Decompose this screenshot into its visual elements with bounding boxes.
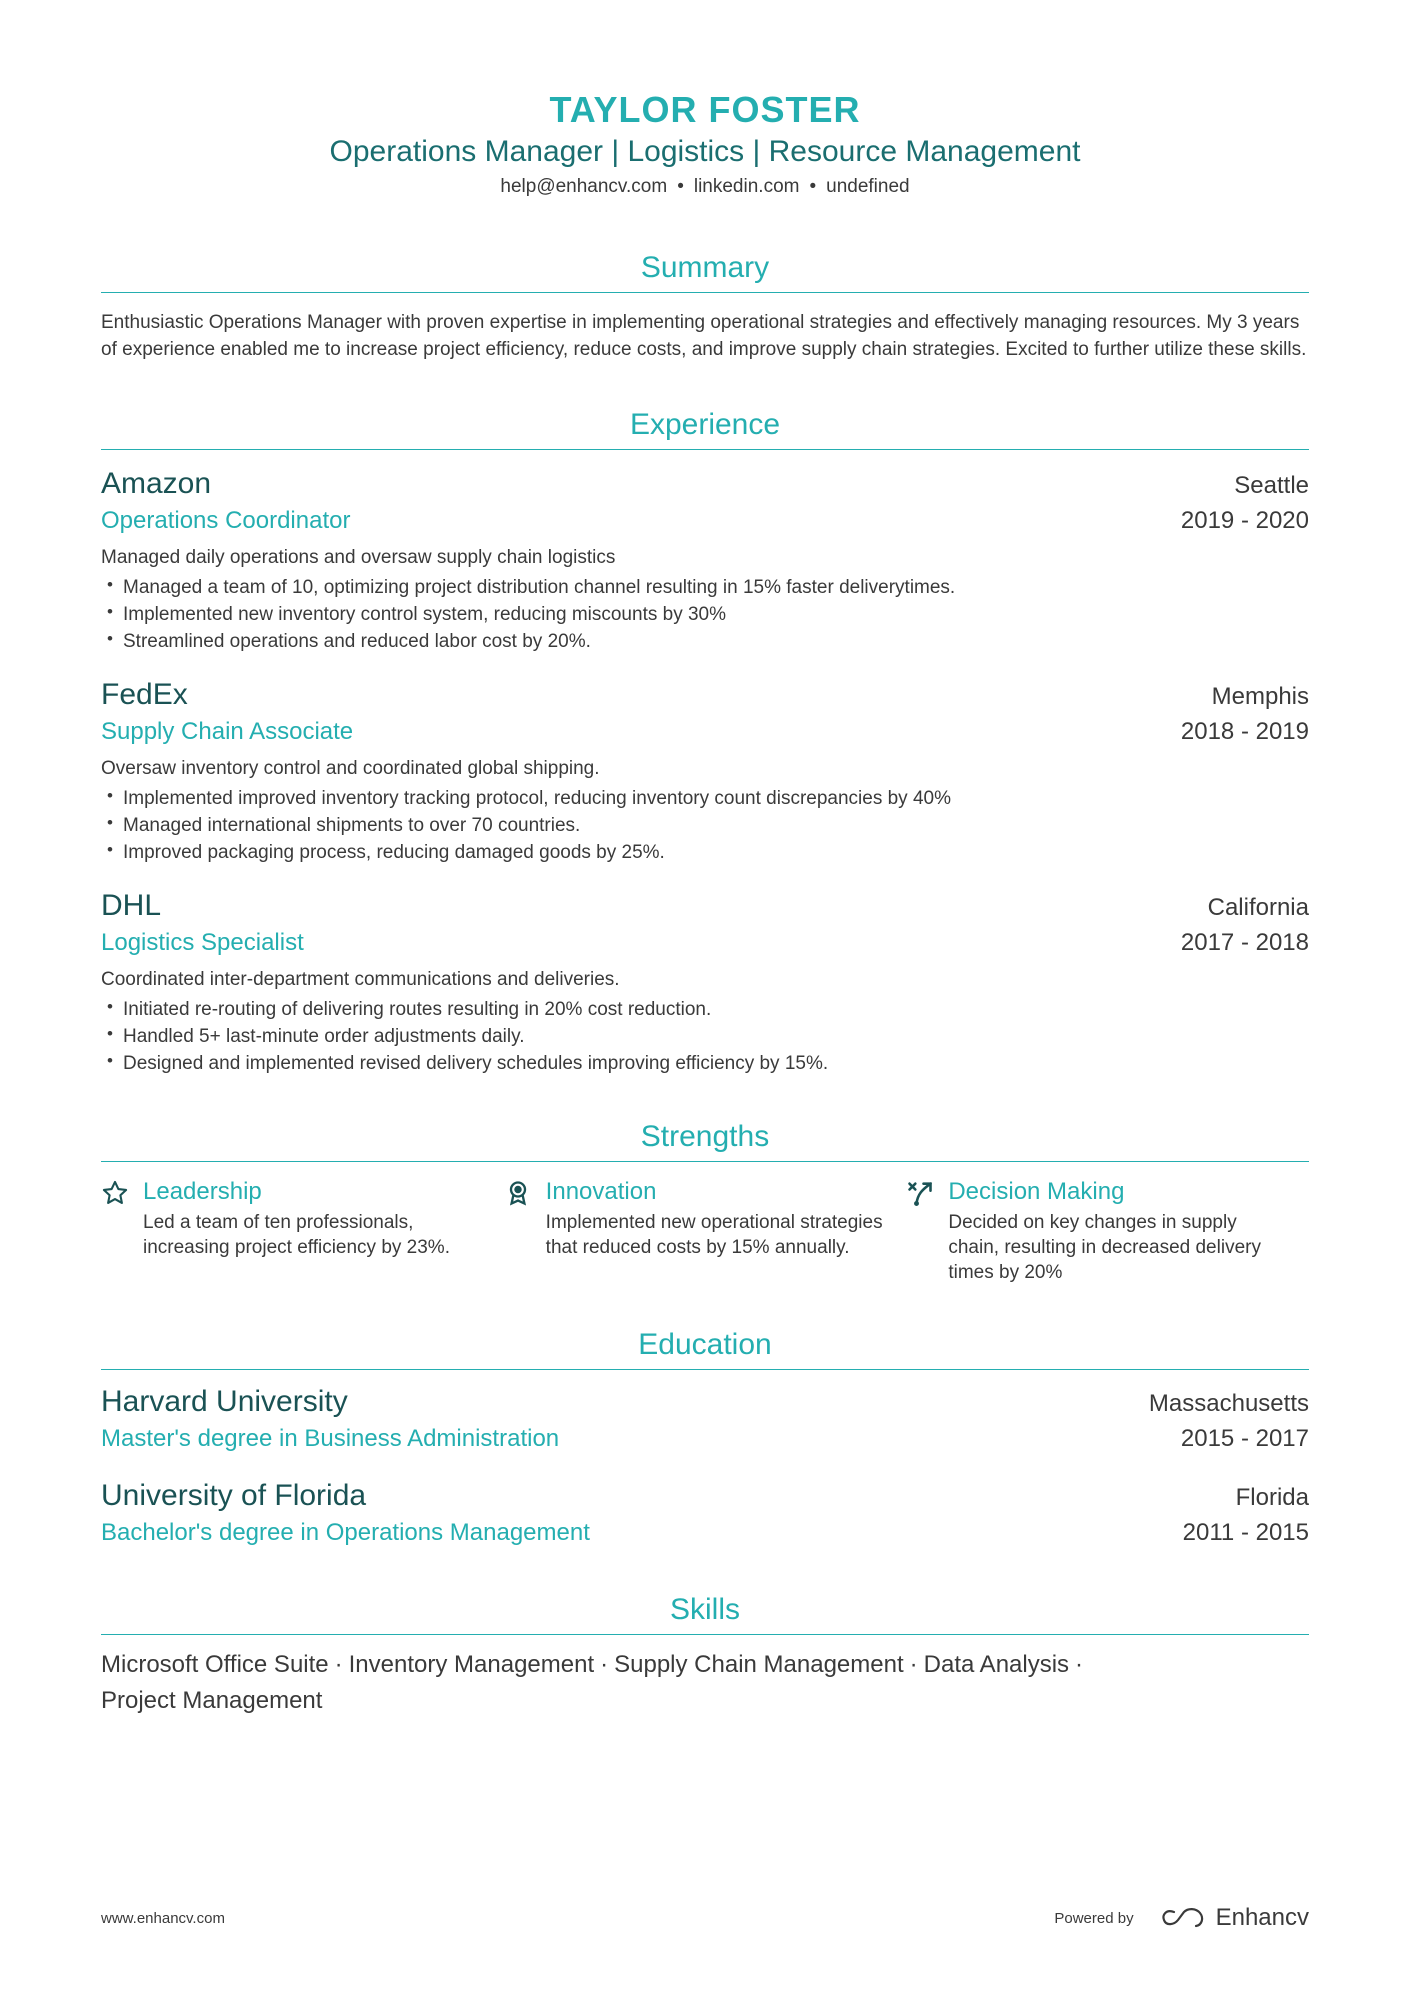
job-bullet: • Implemented improved inventory tracking protocol, reducing inventory count discrepancies by 40% (101, 785, 1309, 812)
school-dates: 2015 - 2017 (1180, 1425, 1309, 1452)
job-description: Oversaw inventory control and coordinated global shipping. (101, 758, 600, 779)
skill-item: Microsoft Office Suite (101, 1651, 329, 1678)
summary-section (101, 248, 1309, 363)
skills-heading: Skills (101, 1590, 1309, 1635)
skill-item: Project Management (101, 1687, 323, 1714)
candidate-name: TAYLOR FOSTER (549, 89, 861, 130)
school-location: Florida (1235, 1484, 1309, 1511)
strengths-section (101, 1117, 1309, 1285)
job-bullet: • Initiated re-routing of delivering routes resulting in 20% cost reduction. (101, 996, 1309, 1023)
contact-line: help@enhancv.com • linkedin.com • undefined (500, 176, 910, 197)
job-role: Logistics Specialist (101, 929, 304, 956)
job-entry (101, 464, 1309, 655)
contact-email[interactable]: help@enhancv.com (500, 176, 668, 197)
job-description: Managed daily operations and oversaw supply chain logistics (101, 547, 616, 568)
job-bullet: • Designed and implemented revised delivery schedules improving efficiency by 15%. (101, 1050, 1309, 1077)
school-degree: Bachelor's degree in Operations Management (101, 1519, 590, 1546)
job-dates: 2019 - 2020 (1180, 507, 1309, 534)
strength-item (504, 1176, 907, 1285)
strength-item (906, 1176, 1309, 1285)
contact-other: undefined (826, 176, 910, 197)
award-icon (504, 1179, 532, 1207)
strength-description: Led a team of ten professionals, increasing project efficiency by 23%. (143, 1212, 450, 1258)
job-location: California (1207, 894, 1309, 921)
school-name: Harvard University (101, 1385, 348, 1418)
footer-brand: Enhancv (1215, 1904, 1309, 1931)
strength-title: Leadership (143, 1178, 262, 1205)
job-bullet: • Streamlined operations and reduced labor cost by 20%. (101, 628, 1309, 655)
strength-item (101, 1176, 504, 1285)
contact-linkedin[interactable]: linkedin.com (693, 176, 800, 197)
experience-section (101, 405, 1309, 1077)
summary-text: Enthusiastic Operations Manager with proven expertise in implementing operational strategies and effectively managing resources. My 3 years of experience enabled me to increase project efficiency, reduce costs, and improve supply chain strategies. Excited to further utilize these skills. (101, 312, 1307, 360)
job-bullet: • Managed a team of 10, optimizing project distribution channel resulting in 15% faster deliverytimes. (101, 574, 1309, 601)
job-description: Coordinated inter-department communications and deliveries. (101, 969, 620, 990)
strengths-heading: Strengths (101, 1117, 1309, 1162)
job-company: FedEx (101, 678, 188, 711)
strength-description: Decided on key changes in supply chain, resulting in decreased delivery times by 20% (948, 1212, 1261, 1283)
star-icon (101, 1179, 129, 1207)
route-icon (906, 1179, 934, 1207)
strength-description: Implemented new operational strategies that reduced costs by 15% annually. (545, 1212, 883, 1258)
job-company: DHL (101, 889, 162, 922)
skills-section (101, 1590, 1309, 1719)
skill-item: Supply Chain Management (614, 1651, 904, 1678)
education-heading: Education (101, 1325, 1309, 1370)
strengths-list (101, 1176, 1309, 1285)
skill-item: Data Analysis (923, 1651, 1070, 1678)
skills-list: Microsoft Office Suite · Inventory Management · Supply Chain Management · Data Analysis · Project Management (101, 1651, 1084, 1714)
page-footer (101, 1904, 1309, 1932)
powered-by (1054, 1904, 1309, 1932)
education-entry (101, 1382, 1309, 1456)
powered-by-label: Powered by (1054, 1909, 1134, 1927)
candidate-title: Operations Manager | Logistics | Resource Management (329, 135, 1081, 168)
summary-heading: Summary (101, 248, 1309, 293)
job-bullet: • Handled 5+ last-minute order adjustments daily. (101, 1023, 1309, 1050)
job-location: Memphis (1211, 683, 1309, 710)
job-bullets (101, 574, 1309, 655)
job-entry (101, 675, 1309, 866)
school-name: University of Florida (101, 1479, 367, 1512)
job-dates: 2017 - 2018 (1180, 929, 1309, 956)
job-role: Operations Coordinator (101, 507, 351, 534)
school-degree: Master's degree in Business Administration (101, 1425, 560, 1452)
job-entry (101, 886, 1309, 1077)
enhancv-logo-icon (1160, 1907, 1206, 1929)
job-location: Seattle (1234, 472, 1309, 499)
job-bullet: • Improved packaging process, reducing damaged goods by 25%. (101, 839, 1309, 866)
job-role: Supply Chain Associate (101, 718, 354, 745)
skill-item: Inventory Management (348, 1651, 595, 1678)
job-company: Amazon (101, 467, 212, 500)
strength-title: Decision Making (948, 1178, 1125, 1205)
job-dates: 2018 - 2019 (1180, 718, 1309, 745)
experience-heading: Experience (101, 405, 1309, 450)
resume-header (101, 0, 1309, 200)
job-bullet: • Implemented new inventory control system, reducing miscounts by 30% (101, 601, 1309, 628)
job-bullet: • Managed international shipments to over 70 countries. (101, 812, 1309, 839)
job-bullets (101, 785, 1309, 866)
education-section (101, 1325, 1309, 1550)
education-entry (101, 1476, 1309, 1550)
school-location: Massachusetts (1148, 1390, 1309, 1417)
footer-site-link[interactable]: www.enhancv.com (101, 1909, 225, 1927)
school-dates: 2011 - 2015 (1182, 1519, 1309, 1546)
job-bullets (101, 996, 1309, 1077)
strength-title: Innovation (545, 1178, 657, 1205)
